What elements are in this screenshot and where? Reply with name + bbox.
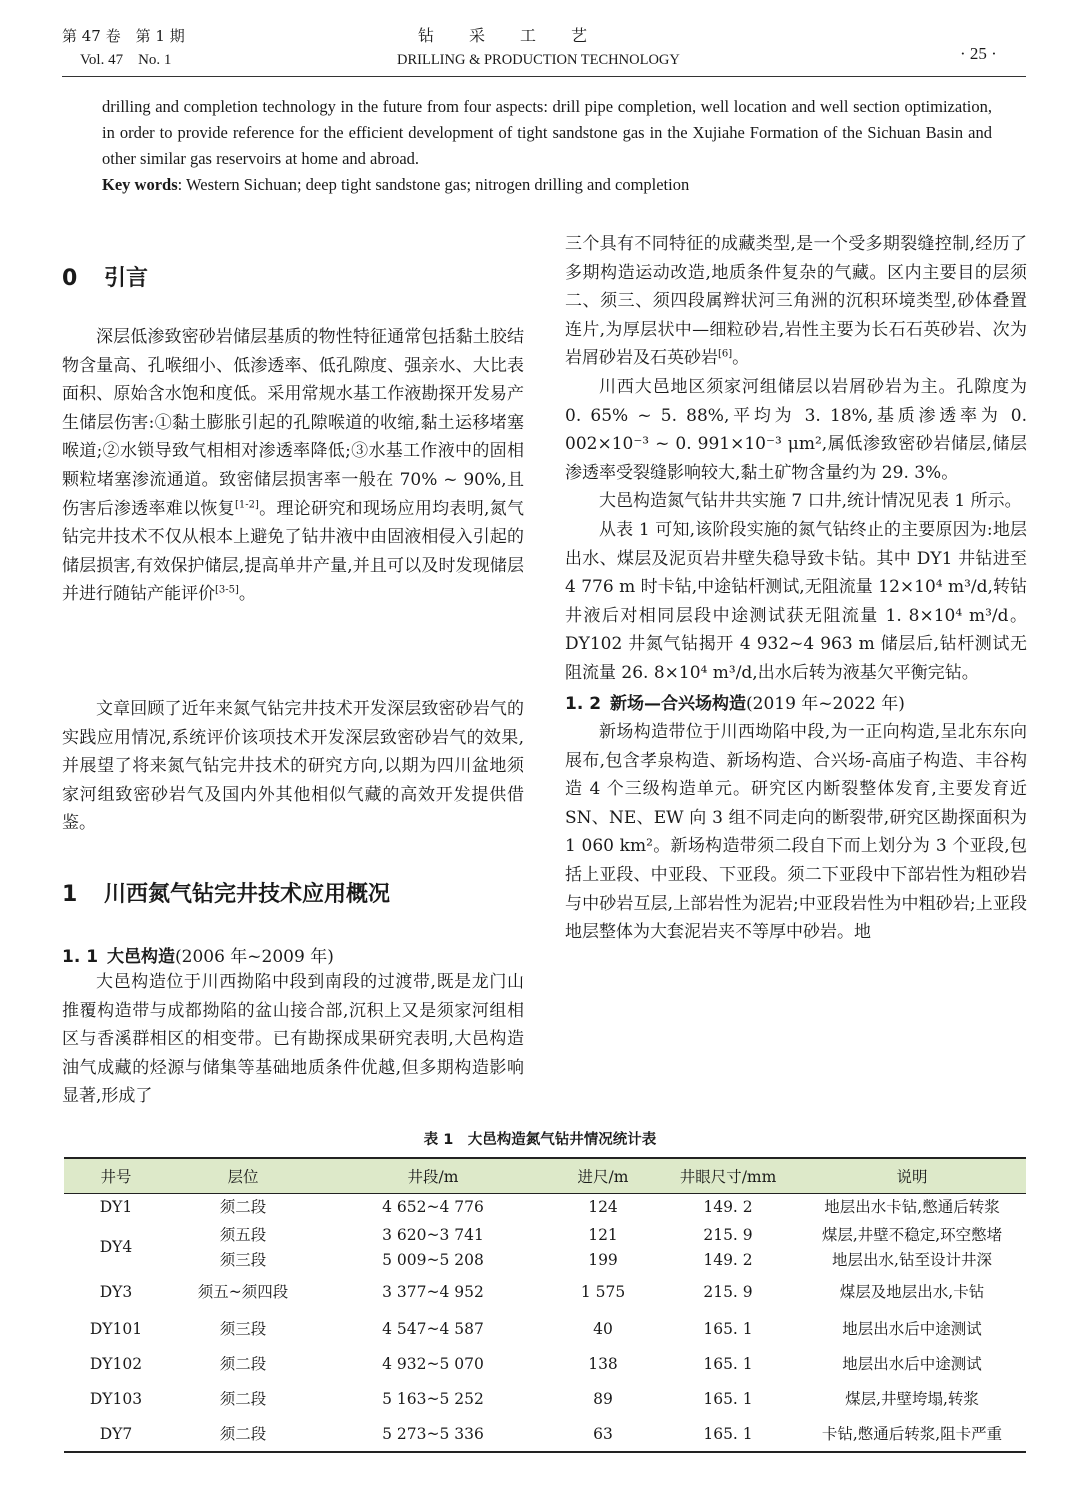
remark-cell-line: 煤层及地层出水,卡钻: [839, 1283, 985, 1301]
well-cell-line: DY1: [99, 1198, 133, 1217]
footage-cell: [548, 1382, 658, 1418]
remark-cell: [798, 1312, 1026, 1348]
footage-cell-line: 40: [593, 1320, 613, 1338]
right-column-continuation: [565, 230, 1027, 947]
right-p0-text: 三个具有不同特征的成藏类型,是一个受多期裂缝控制,经历了多期构造运动改造,地质条件复杂的气藏。区内主要目的层须二、须三、须四段属辫状河三角洲的沉积环境类型,砂体叠置连片,为厚层状中—细粒砂岩,岩性主要为长石石英砂岩、次为岩屑砂岩及石英砂岩: [565, 234, 1027, 369]
footage-cell-line: 1 575: [580, 1283, 626, 1301]
keywords-line: [102, 172, 992, 198]
footage-cell-line: 121: [588, 1225, 618, 1244]
intro-p1-end: 。: [238, 584, 256, 605]
volume-issue-en: Vol. 47 No. 1: [80, 52, 172, 68]
section-1-title: 川西氮气钻完井技术应用概况: [104, 882, 391, 907]
hole-size-cell: [658, 1348, 798, 1382]
remark-cell-line: 地层出水后中途测试: [842, 1355, 982, 1373]
citation-3-5: [3-5]: [215, 584, 239, 596]
interval-cell: [318, 1418, 548, 1452]
right-p0-end: 。: [732, 348, 750, 369]
hole-size-cell-line: 149. 2: [703, 1198, 753, 1217]
interval-cell: [318, 1348, 548, 1382]
hole-size-cell-line: 165. 1: [703, 1424, 753, 1443]
footage-cell: [548, 1274, 658, 1312]
well-cell-line: DY101: [89, 1320, 143, 1338]
table-row: [64, 1418, 1026, 1452]
layer-cell-line: 须二段: [219, 1424, 267, 1443]
section-1-number: 1: [62, 882, 78, 907]
right-p3-text: 从表 1 可知,该阶段实施的氮气钻终止的主要原因为:地层出水、煤层及泥页岩井壁失稳导致卡钻。其中 DY1 井钻进至 4 776 m 时卡钻,中途钻杆测试,无阻流量 12×10⁴ m³/d,转钻井液后对相同层段中途测试获无阻流量 1. 8×10⁴ m³/d。DY102 井氮气钻揭开 4 932~4 963 m 储层后,钻杆测试无阻流量 26. 8×10⁴ m³/d,出水后转为液基欠平衡完钻。: [565, 519, 1027, 683]
interval-cell-line: 4 652~4 776: [382, 1198, 484, 1217]
footage-cell: [548, 1194, 658, 1222]
layer-cell: [168, 1274, 318, 1312]
section-1-2-title: 新场—合兴场构造: [610, 693, 746, 714]
interval-cell: [318, 1194, 548, 1222]
well-cell: [64, 1222, 168, 1274]
right-p4-text: 新场构造带位于川西坳陷中段,为一正向构造,呈北东东向展布,包含孝泉构造、新场构造、合兴场-高庙子构造、丰谷构造 4 个三级构造单元。研究区内断裂整体发育,主要发育近 SN、NE、EW 向 3 组不同走向的断裂带,研究区勘探面积为 1 060 km²。新场构造带须二段自下而上划分为 3 个亚段,包括上亚段、中亚段、下亚段。须二下亚段中下部岩性为粗砂岩与中砂岩互层,上部岩性为泥岩;中亚段岩性为中粗砂岩;上亚段地层整体为大套泥岩夹不等厚中砂岩。地: [565, 722, 1027, 943]
col-header-hole-size: 井眼尺寸/mm: [658, 1158, 798, 1194]
well-cell: [64, 1274, 168, 1312]
remark-cell-line: 煤层,井壁垮塌,转浆: [845, 1390, 979, 1408]
layer-cell-line: 须五段: [219, 1225, 267, 1244]
table-row: [64, 1312, 1026, 1348]
remark-cell: [798, 1348, 1026, 1382]
footage-cell: [548, 1418, 658, 1452]
section-1-2-number: 1. 2: [565, 693, 602, 714]
footage-cell-line: 124: [588, 1198, 618, 1217]
col-header-layer: 层位: [168, 1158, 318, 1194]
remark-cell: [798, 1274, 1026, 1312]
remark-cell-line: 地层出水卡钻,憋通后转浆: [824, 1198, 1000, 1217]
layer-cell: [168, 1418, 318, 1452]
section-1-1-period: (2006 年~2009 年): [175, 947, 334, 967]
interval-cell-line: 5 009~5 208: [382, 1250, 484, 1269]
footage-cell: [548, 1348, 658, 1382]
hole-size-cell: [658, 1382, 798, 1418]
well-cell-line: DY102: [89, 1355, 143, 1373]
well-cell-line: DY3: [99, 1283, 133, 1301]
hole-size-cell: [658, 1312, 798, 1348]
table-body: [64, 1194, 1026, 1452]
footage-cell-line: 199: [588, 1250, 618, 1269]
table-row: [64, 1348, 1026, 1382]
interval-cell: [318, 1382, 548, 1418]
remark-cell: [798, 1222, 1026, 1274]
layer-cell-line: 须三段: [219, 1250, 267, 1269]
table-row: [64, 1194, 1026, 1222]
well-cell: [64, 1348, 168, 1382]
well-cell: [64, 1194, 168, 1222]
s11-paragraph-1: [62, 968, 524, 1111]
section-1-1-title: 大邑构造: [107, 947, 175, 967]
hole-size-cell: [658, 1194, 798, 1222]
section-1-heading: [62, 877, 390, 908]
keywords-label: Key words: [102, 175, 178, 194]
remark-cell-line: 地层出水,钻至设计井深: [832, 1250, 992, 1269]
remark-cell-line: 煤层,井壁不稳定,环空憋堵: [821, 1225, 1003, 1244]
interval-cell-line: 3 620~3 741: [382, 1225, 484, 1244]
well-cell-line: DY4: [99, 1238, 133, 1256]
keywords-text: : Western Sichuan; deep tight sandstone gas; nitrogen drilling and completion: [177, 175, 690, 194]
intro-paragraph-2: [62, 695, 524, 838]
well-cell: [64, 1312, 168, 1348]
hole-size-cell-line: 215. 9: [703, 1283, 753, 1301]
table-caption: 表 1 大邑构造氮气钻井情况统计表: [423, 1132, 657, 1148]
well-cell-line: DY7: [99, 1424, 133, 1443]
page-number: · 25 ·: [960, 44, 997, 63]
hole-size-cell-line: 165. 1: [703, 1320, 753, 1338]
hole-size-cell-line: 149. 2: [703, 1250, 753, 1269]
footage-cell-line: 63: [593, 1424, 613, 1443]
intro-p1-text2: 。理论研究和现场应用均表明,氮气钻完井技术不仅从根本上避免了钻井液中由固液相侵入引起的储层损害,有效保护储层,提高单井产量,并且可以及时发现储层并进行随钻产能评价: [62, 498, 525, 605]
layer-cell: [168, 1382, 318, 1418]
remark-cell: [798, 1194, 1026, 1222]
hole-size-cell: [658, 1274, 798, 1312]
layer-cell: [168, 1312, 318, 1348]
interval-cell-line: 4 547~4 587: [382, 1320, 484, 1338]
right-p1-text: 川西大邑地区须家河组储层以岩屑砂岩为主。孔隙度为 0. 65% ~ 5. 88%,平均为 3. 18%,基质渗透率为 0. 002×10⁻³ ~ 0. 991×10⁻³ μm²,属低渗致密砂岩储层,储层渗透率受裂缝影响较大,黏土矿物含量约为 29. 3%。: [565, 376, 1027, 483]
layer-cell-line: 须二段: [219, 1355, 267, 1373]
col-header-footage: 进尺/m: [548, 1158, 658, 1194]
layer-cell: [168, 1222, 318, 1274]
hole-size-cell-line: 215. 9: [703, 1225, 753, 1244]
hole-size-cell: [658, 1418, 798, 1452]
citation-1-2: [1-2]: [234, 498, 259, 510]
section-1-1-number: 1. 1: [62, 947, 99, 967]
hole-size-cell-line: 165. 1: [703, 1390, 753, 1408]
footage-cell-line: 138: [588, 1355, 618, 1373]
interval-cell: [318, 1222, 548, 1274]
right-p2-text: 大邑构造氮气钻井共实施 7 口井,统计情况见表 1 所示。: [599, 491, 1022, 512]
section-1-1-heading: [62, 942, 334, 967]
layer-cell-line: 须三段: [219, 1320, 267, 1338]
layer-cell-line: 须二段: [219, 1390, 267, 1408]
interval-cell-line: 5 163~5 252: [382, 1390, 484, 1408]
layer-cell: [168, 1194, 318, 1222]
well-cell: [64, 1382, 168, 1418]
interval-cell-line: 3 377~4 952: [382, 1283, 484, 1301]
citation-6: [6]: [718, 348, 733, 360]
s11-p1-text: 大邑构造位于川西拗陷中段到南段的过渡带,既是龙门山推覆构造带与成都拗陷的盆山接合部,沉积上又是须家河组相区与香溪群相区的相变带。已有勘探成果研究表明,大邑构造油气成藏的烃源与储集等基础地质条件优越,但多期构造影响显著,形成了: [62, 972, 524, 1107]
layer-cell-line: 须二段: [219, 1198, 267, 1217]
section-1-2-heading: [565, 690, 1027, 719]
footage-cell: [548, 1312, 658, 1348]
section-0-title: 引言: [104, 266, 149, 291]
col-header-interval: 井段/m: [318, 1158, 548, 1194]
section-1-2-period: (2019 年~2022 年): [746, 693, 905, 714]
table-header-row: [64, 1158, 1026, 1194]
remark-cell: [798, 1418, 1026, 1452]
col-header-well: 井号: [64, 1158, 168, 1194]
table-row: [64, 1382, 1026, 1418]
journal-title-en: DRILLING & PRODUCTION TECHNOLOGY: [397, 52, 680, 68]
interval-cell: [318, 1312, 548, 1348]
layer-cell-line: 须五~须四段: [197, 1283, 289, 1301]
table-row: [64, 1222, 1026, 1274]
intro-paragraph-1: [62, 323, 524, 609]
section-0-heading: [62, 261, 148, 292]
hole-size-cell: [658, 1222, 798, 1274]
remark-cell-line: 卡钻,憋通后转浆,阻卡严重: [821, 1424, 1003, 1443]
well-statistics-table: [64, 1157, 1026, 1453]
table-row: [64, 1274, 1026, 1312]
hole-size-cell-line: 165. 1: [703, 1355, 753, 1373]
intro-p2-text: 文章回顾了近年来氮气钻完井技术开发深层致密砂岩气的实践应用情况,系统评价该项技术开发深层致密砂岩气的效果,并展望了将来氮气钻完井技术的研究方向,以期为四川盆地须家河组致密砂岩气及国内外其他相似气藏的高效开发提供借鉴。: [62, 699, 524, 834]
remark-cell: [798, 1382, 1026, 1418]
well-cell: [64, 1418, 168, 1452]
interval-cell: [318, 1274, 548, 1312]
journal-title-cn: 钻 采 工 艺: [418, 26, 589, 45]
interval-cell-line: 4 932~5 070: [382, 1355, 484, 1373]
intro-p1-text: 深层低渗致密砂岩储层基质的物性特征通常包括黏土胶结物含量高、孔喉细小、低渗透率、低孔隙度、强亲水、大比表面积、原始含水饱和度低。采用常规水基工作液勘探开发易产生储层伤害:①黏土膨胀引起的孔隙喉道的收缩,黏土运移堵塞喉道;②水锁导致气相相对渗透率降低;③水基工作液中的固相颗粒堵塞渗流通道。致密储层损害率一般在 70% ~ 90%,且伤害后渗透率难以恢复: [62, 327, 524, 519]
section-0-number: 0: [62, 266, 78, 291]
interval-cell-line: 5 273~5 336: [382, 1424, 484, 1443]
footage-cell-line: 89: [593, 1390, 613, 1408]
header-rule: [62, 76, 1026, 77]
abstract-tail: drilling and completion technology in the future from four aspects: drill pipe completion, well location and well section optimization, in order to provide reference for the efficient development of tight sandstone gas in the Xujiahe Formation of the Sichuan Basin and other similar gas reservoirs at home and abroad.: [102, 97, 992, 168]
volume-issue-cn: 第 47 卷 第 1 期: [62, 27, 185, 45]
col-header-remark: 说明: [798, 1158, 1026, 1194]
remark-cell-line: 地层出水后中途测试: [842, 1320, 982, 1338]
layer-cell: [168, 1348, 318, 1382]
footage-cell: [548, 1222, 658, 1274]
well-cell-line: DY103: [89, 1390, 143, 1408]
